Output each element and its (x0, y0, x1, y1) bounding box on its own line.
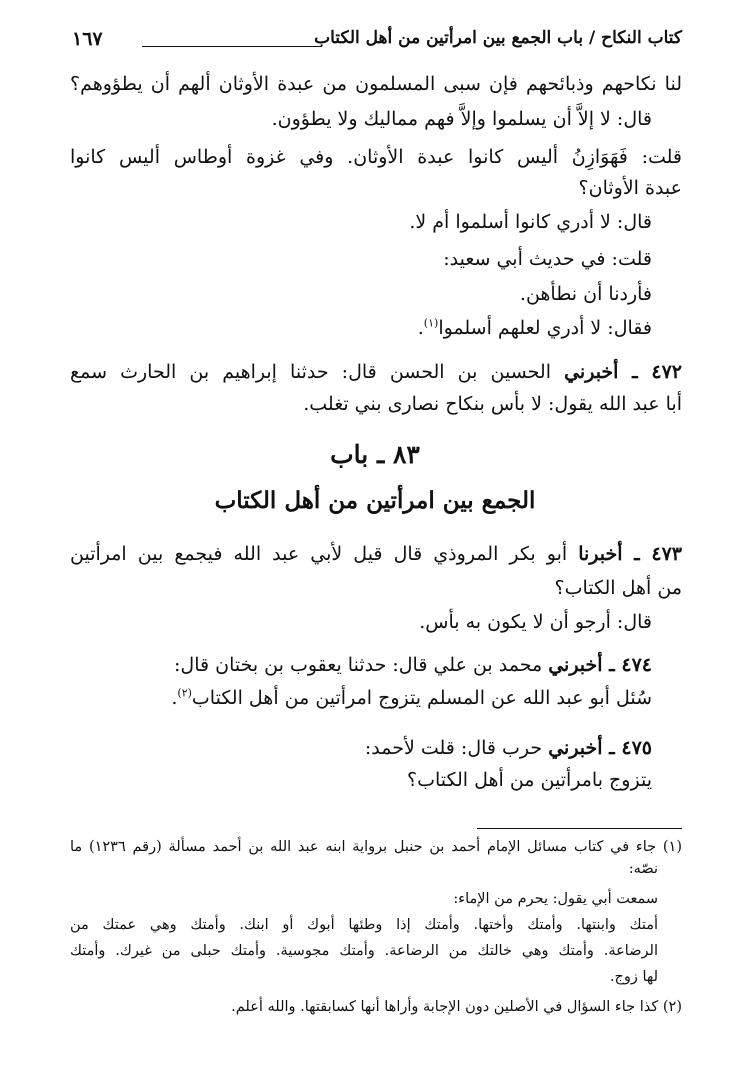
footnote-line: سمعت أبي يقول: يحرم من الإماء: (453, 891, 658, 907)
text-run: . (417, 317, 424, 339)
entry-475-line (70, 734, 652, 762)
footnote-line: لها زوج. (609, 969, 658, 985)
text-run: أبو بكر المروذي قال قيل لأبي عبد الله فيجمع بين امرأتين (70, 543, 579, 565)
text-line: أبا عبد الله يقول: لا بأس بنكاح نصارى بني تغلب. (303, 393, 682, 415)
entry-number-473: ٤٧٣ ـ أخبرنا (578, 543, 682, 565)
entry-number-475: ٤٧٥ ـ أخبرني (548, 737, 652, 759)
entry-473-line (70, 540, 682, 568)
footnote-line: نصّه: (628, 861, 658, 877)
text-line: قلت: في حديث أبي سعيد: (443, 248, 652, 270)
text-line: قال: أرجو أن لا يكون به بأس. (419, 611, 652, 633)
footnote-line: (٢) كذا جاء السؤال في الأصلين دون الإجابة وأراها أنها كسابقتها. والله أعلم. (231, 999, 682, 1015)
text-line: لنا نكاحهم وذبائحهم فإن سبى المسلمون من عبدة الأوثان ألهم أن يطؤوهم؟ (70, 73, 682, 95)
chapter-number-heading: ٨٣ ـ باب (330, 440, 420, 469)
entry-number-474: ٤٧٤ ـ أخبرني (548, 654, 652, 676)
text-line: قال: لا إلاَّ أن يسلموا وإلاَّ فهم مماليك ولا يطؤون. (271, 108, 652, 130)
footnote-line: الرضاعة. وأمتك وهي خالتك من الرضاعة. وأمتك مجوسية. وأمتك حبلى من غيرك. وأمتك (70, 943, 658, 959)
page-number: ١٦٧ (72, 28, 103, 50)
entry-474-line (70, 651, 652, 679)
footnote-ref[interactable]: (٢) (177, 686, 192, 700)
text-run: حرب قال: قلت لأحمد: (364, 737, 549, 759)
running-head-title: كتاب النكاح / باب الجمع بين امرأتين من أهل الكتاب (314, 28, 682, 48)
text-line: قلت: فَهَوَازِنُ أليس كانوا عبدة الأوثان. وفي غزوة أوطاس أليس كانوا (70, 146, 682, 168)
text-line: من أهل الكتاب؟ (554, 577, 682, 599)
text-line: قال: لا أدري كانوا أسلموا أم لا. (409, 211, 652, 233)
running-head-rule (142, 46, 322, 47)
text-line (70, 314, 652, 342)
text-line: يتزوج بامرأتين من أهل الكتاب؟ (407, 769, 652, 791)
entry-472-line (70, 358, 682, 386)
footnote-separator (477, 828, 682, 829)
text-run: محمد بن علي قال: حدثنا يعقوب بن بختان قال: (174, 654, 549, 676)
text-line (70, 684, 652, 712)
text-run: فقال: لا أدري لعلهم أسلموا (438, 317, 652, 339)
running-head (72, 28, 682, 54)
footnote-line: أمتك وابنتها. وأمتك وأختها. وأمتك إذا وطئها أبوك أو ابنك. وأمتك وهي عمتك من (70, 917, 658, 933)
chapter-title-heading: الجمع بين امرأتين من أهل الكتاب (214, 487, 536, 514)
text-line: فأردنا أن نطأهن. (519, 283, 652, 305)
text-line: عبدة الأوثان؟ (578, 177, 682, 199)
footnote-line: (١) جاء في كتاب مسائل الإمام أحمد بن حنبل برواية ابنه عبد الله بن أحمد مسألة (رقم ١٢٣٦) ما (70, 839, 683, 855)
text-run: . (171, 687, 178, 709)
text-run: سُئل أبو عبد الله عن المسلم يتزوج امرأتين من أهل الكتاب (191, 687, 652, 709)
text-run: الحسين بن الحسن قال: حدثنا إبراهيم بن الحارث سمع (70, 361, 565, 383)
footnote-ref[interactable]: (١) (423, 316, 439, 330)
entry-number-472: ٤٧٢ ـ أخبرني (564, 361, 682, 383)
